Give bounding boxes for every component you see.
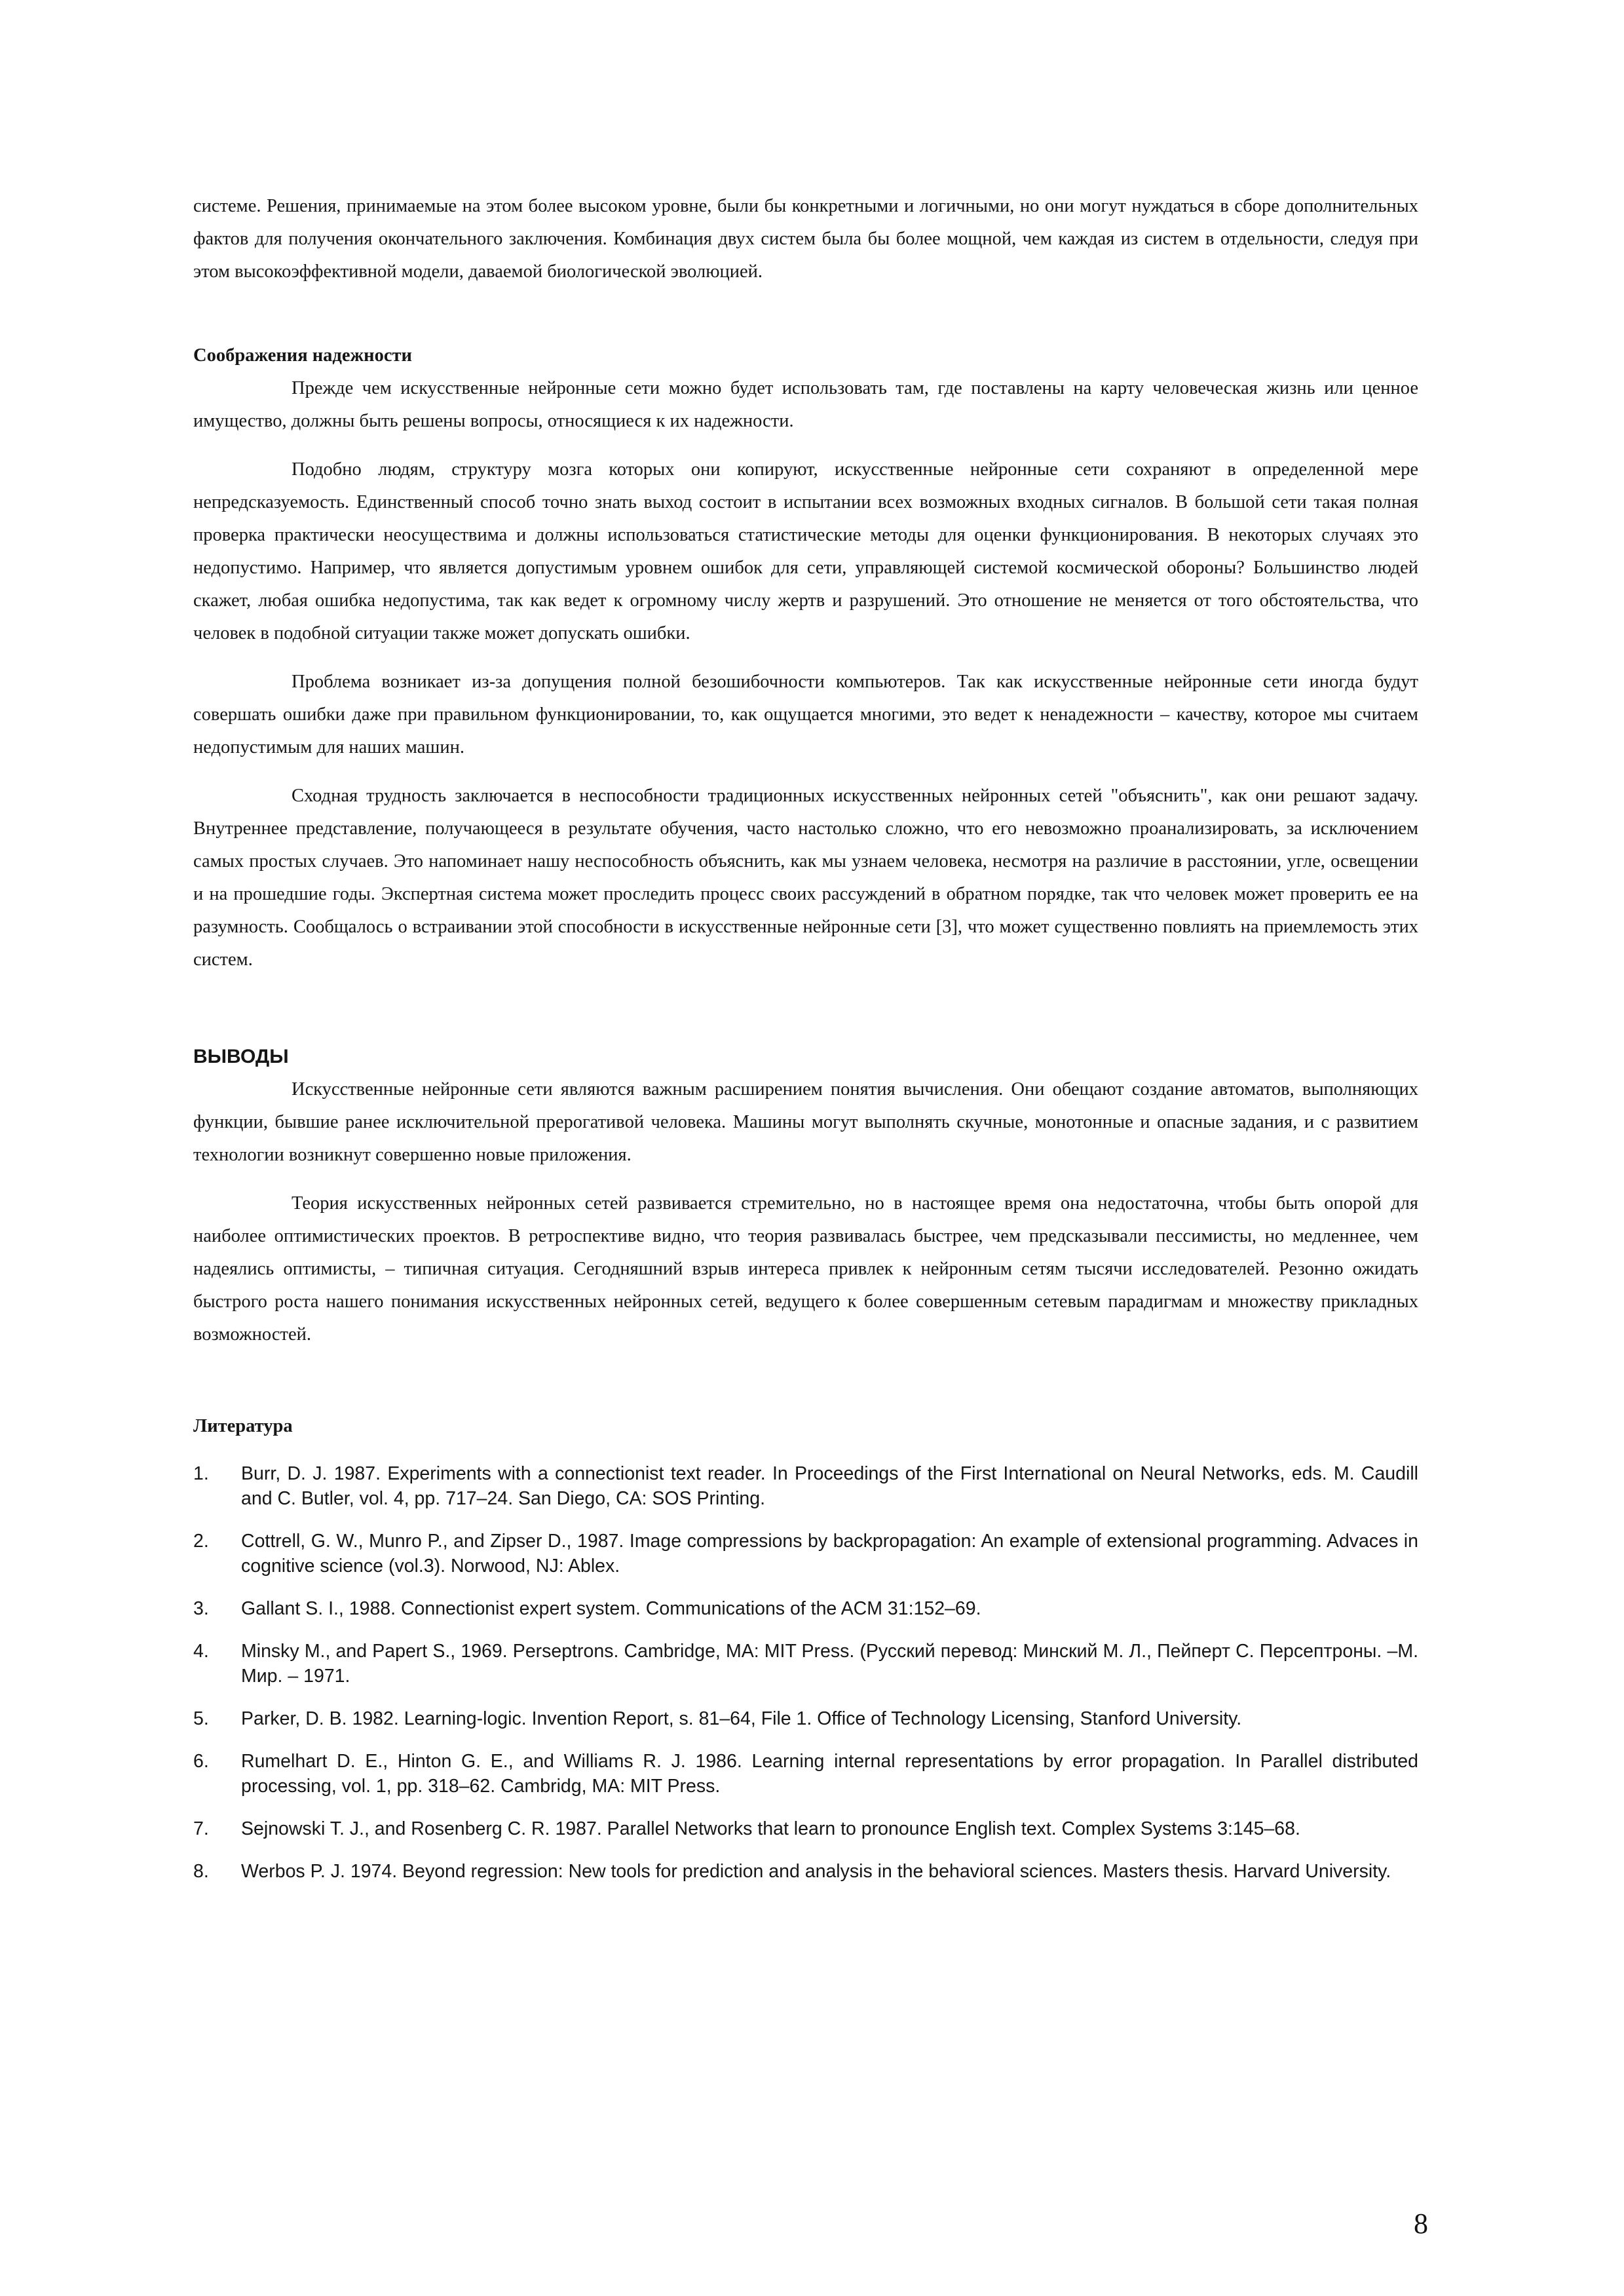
reference-item	[193, 1596, 1418, 1621]
reliability-paragraph-4: Сходная трудность заключается в неспособности традиционных искусственных нейронных сетей "объяснить", как они решают задачу. Внутреннее представление, получающееся в результате обучения, часто настолько сложно, что его невозможно проанализировать, за исключением самых простых случаев. Это напоминает нашу неспособность объяснить, как мы узнаем человека, несмотря на различие в расстоянии, угле, освещении и на прошедшие годы. Экспертная система может проследить процесс своих рассуждений в обратном порядке, так что человек может проверить ее на разумность. Сообщалось о встраивании этой способности в искусственные нейронные сети [3], что может существенно повлиять на приемлемость этих систем.	[193, 786, 1418, 970]
conclusions-paragraph-1: Искусственные нейронные сети являются важным расширением понятия вычисления. Они обещают создание автоматов, выполняющих функции, бывшие ранее исключительной прерогативой человека. Машины могут выполнять скучные, монотонные и опасные задания, и с развитием технологии возникнут совершенно новые приложения.	[193, 1079, 1418, 1165]
reference-item	[193, 1816, 1418, 1841]
reliability-paragraph-2: Подобно людям, структуру мозга которых они копируют, искусственные нейронные сети сохраняют в определенной мере непредсказуемость. Единственный способ точно знать выход состоит в испытании всех возможных входных сигналов. В большой сети такая полная проверка практически неосуществима и должны использоваться статистические методы для оценки функционирования. В некоторых случаях это недопустимо. Например, что является допустимым уровнем ошибок для сети, управляющей системой космической обороны? Большинство людей скажет, любая ошибка недопустима, так как ведет к огромному числу жертв и разрушений. Это отношение не меняется от того обстоятельства, что человек в подобной ситуации также может допускать ошибки.	[193, 459, 1418, 643]
continuation-paragraph: системе. Решения, принимаемые на этом более высоком уровне, были бы конкретными и логичными, но они могут нуждаться в сборе дополнительных фактов для получения окончательного заключения. Комбинация двух систем была бы более мощной, чем каждая из систем в отдельности, следуя при этом высокоэффективной модели, даваемой биологической эволюцией.	[193, 196, 1418, 282]
reference-text: Burr, D. J. 1987. Experiments with a connectionist text reader. In Proceedings of the First International on Neural Networks, eds. M. Caudill and C. Butler, vol. 4, pp. 717–24. San Diego, CA: SOS Printing.	[241, 1463, 1418, 1509]
reference-text: Cottrell, G. W., Munro P., and Zipser D., 1987. Image compressions by backpropagation: An example of extensional programming. Advaces in cognitive science (vol.3). Norwood, NJ: Ablex.	[241, 1531, 1418, 1577]
reference-item	[193, 1639, 1418, 1689]
reference-text: Parker, D. B. 1982. Learning-logic. Invention Report, s. 81–64, File 1. Office of Technology Licensing, Stanford University.	[241, 1708, 1242, 1729]
reference-number: 7.	[193, 1818, 209, 1839]
reference-item	[193, 1529, 1418, 1578]
reference-number: 8.	[193, 1861, 209, 1882]
reference-item	[193, 1461, 1418, 1511]
page-number: 8	[1414, 2208, 1428, 2240]
section-title-conclusions: ВЫВОДЫ	[193, 1046, 289, 1067]
reference-number: 2.	[193, 1531, 209, 1552]
reliability-paragraph-1: Прежде чем искусственные нейронные сети можно будет использовать там, где поставлены на карту человеческая жизнь или ценное имущество, должны быть решены вопросы, относящиеся к их надежности.	[193, 378, 1418, 431]
reference-number: 6.	[193, 1751, 209, 1772]
conclusions-paragraph-2: Теория искусственных нейронных сетей развивается стремительно, но в настоящее время она недостаточна, чтобы быть опорой для наиболее оптимистических проектов. В ретроспективе видно, что теория развивалась быстрее, чем предсказывали пессимисты, но медленнее, чем надеялись оптимисты, – типичная ситуация. Сегодняшний взрыв интереса привлек к нейронным сетям тысячи исследователей. Резонно ожидать быстрого роста нашего понимания искусственных нейронных сетей, ведущего к более совершенным сетевым парадигмам и множеству прикладных возможностей.	[193, 1193, 1418, 1345]
section-title-reliability: Соображения надежности	[193, 345, 412, 366]
reference-text: Werbos P. J. 1974. Beyond regression: New tools for prediction and analysis in the behavioral sciences. Masters thesis. Harvard University.	[241, 1861, 1391, 1882]
reliability-paragraph-3: Проблема возникает из-за допущения полной безошибочности компьютеров. Так как искусственные нейронные сети иногда будут совершать ошибки даже при правильном функционировании, то, как ощущается многими, это ведет к ненадежности – качеству, которое мы считаем недопустимым для наших машин.	[193, 672, 1418, 757]
reference-number: 4.	[193, 1641, 209, 1662]
page-body	[193, 190, 1418, 1902]
reference-number: 1.	[193, 1463, 209, 1484]
reference-text: Gallant S. I., 1988. Connectionist expert system. Communications of the ACM 31:152–69.	[241, 1598, 981, 1619]
reference-number: 5.	[193, 1708, 209, 1729]
reference-item	[193, 1706, 1418, 1731]
reference-text: Minsky M., and Papert S., 1969. Perseptrons. Cambridge, MA: MIT Press. (Русский перевод: Минский М. Л., Пейперт С. Персептроны. –М. Мир. – 1971.	[241, 1641, 1418, 1687]
reference-list	[193, 1461, 1418, 1884]
reference-number: 3.	[193, 1598, 209, 1619]
reference-item	[193, 1749, 1418, 1799]
section-title-literature: Литература	[193, 1416, 293, 1436]
reference-text: Rumelhart D. E., Hinton G. E., and Williams R. J. 1986. Learning internal representations by error propagation. In Parallel distributed processing, vol. 1, pp. 318–62. Cambridg, MA: MIT Press.	[241, 1751, 1418, 1797]
reference-text: Sejnowski T. J., and Rosenberg C. R. 1987. Parallel Networks that learn to pronounce English text. Complex Systems 3:145–68.	[241, 1818, 1300, 1839]
reference-item	[193, 1859, 1418, 1884]
